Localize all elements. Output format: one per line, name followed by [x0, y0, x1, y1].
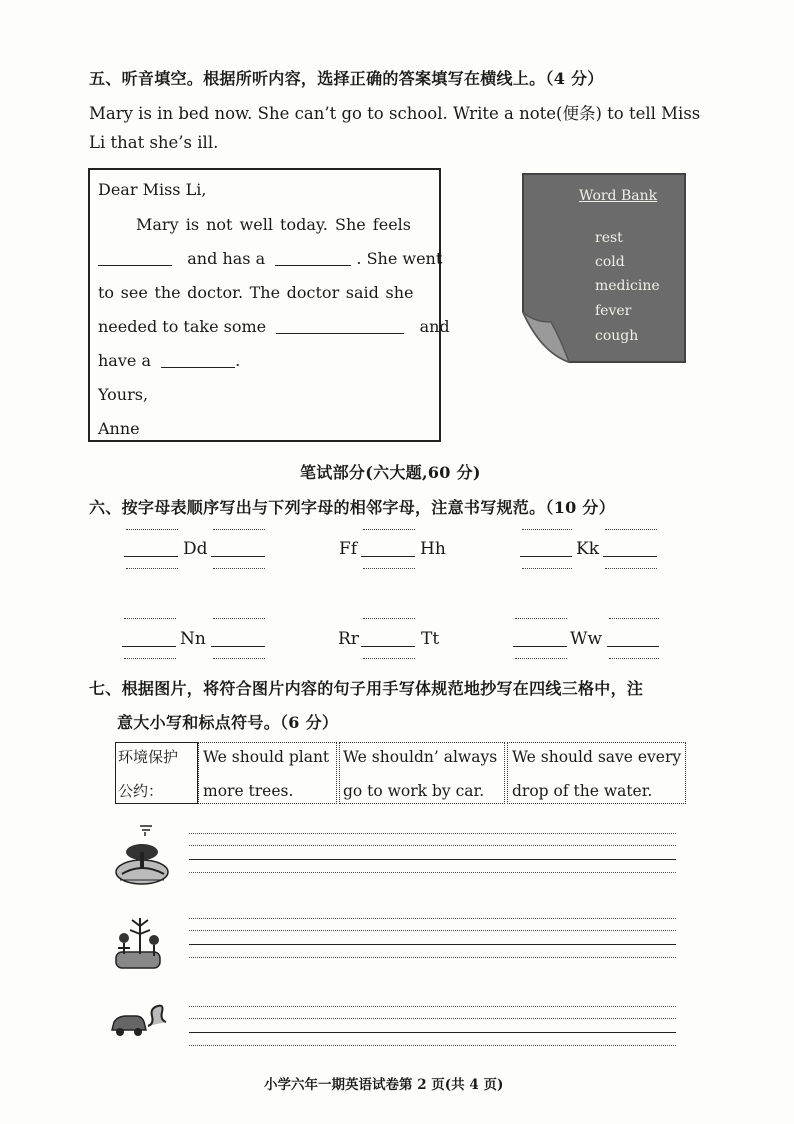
tree-planting-icon [112, 822, 172, 892]
letter-answer-line[interactable] [603, 556, 657, 557]
rule-1-line-2: more trees. [203, 782, 294, 800]
note-line-1: Mary is not well today. She feels [136, 215, 411, 234]
section-7-heading-line-2: 意大小写和标点符号。（6 分） [117, 713, 339, 732]
rule-3-line-1: We should save every [512, 748, 682, 766]
section-6-heading: 六、按字母表顺序写出与下列字母的相邻字母，注意书写规范。（10 分） [89, 498, 616, 517]
letter-hh: Hh [420, 539, 446, 559]
note-signature: Anne [98, 419, 140, 438]
section-5-intro-line-2: Li that she’s ill. [89, 133, 219, 152]
note-line-3: to see the doctor. The doctor said she [98, 283, 414, 302]
word-bank-word: cough [595, 328, 639, 344]
section-5-heading: 五、听音填空。根据所听内容，选择正确的答案填写在横线上。（4 分） [89, 69, 604, 88]
letter-rr: Rr [338, 629, 359, 649]
answer-blank-3[interactable] [276, 317, 404, 334]
answer-blank-2[interactable] [275, 249, 351, 266]
letter-answer-line[interactable] [361, 646, 415, 647]
word-bank [521, 172, 687, 368]
letter-ww: Ww [570, 629, 603, 649]
answer-blank-1[interactable] [98, 249, 172, 266]
writing-grid-2[interactable] [189, 918, 676, 958]
rule-2-line-1: We shouldn’ always [343, 748, 498, 766]
note-line-5 [98, 351, 240, 370]
note-line-4-text-a: needed to take some [98, 317, 267, 336]
word-bank-word: medicine [595, 278, 660, 294]
letter-dd: Dd [183, 539, 208, 559]
letter-answer-line[interactable] [124, 556, 178, 557]
letter-nn: Nn [180, 629, 206, 649]
word-bank-title: Word Bank [579, 188, 658, 204]
letter-answer-line[interactable] [211, 556, 265, 557]
note-line-4 [98, 317, 450, 336]
written-part-title: 笔试部分(六大题,60 分) [300, 463, 481, 482]
note-box [88, 168, 450, 442]
letter-answer-line[interactable] [520, 556, 572, 557]
answer-blank-4[interactable] [161, 351, 235, 368]
letter-ff: Ff [339, 539, 358, 559]
word-bank-word: cold [595, 254, 625, 270]
letter-answer-line[interactable] [122, 646, 176, 647]
rule-3-line-2: drop of the water. [512, 782, 653, 800]
section-7-heading-line-1: 七、根据图片，将符合图片内容的句子用手写体规范地抄写在四线三格中，注 [89, 679, 644, 698]
note-line-5-text-b: . [235, 351, 241, 370]
note-line-2 [98, 249, 442, 268]
rule-2-line-2: go to work by car. [343, 782, 485, 800]
rule-1-line-1: We should plant [203, 748, 330, 766]
note-closing: Yours, [98, 385, 149, 404]
writing-grid-1[interactable] [189, 833, 676, 873]
letter-answer-line[interactable] [513, 646, 567, 647]
letter-answer-line[interactable] [607, 646, 659, 647]
page-footer: 小学六年一期英语试卷第 2 页(共 4 页) [264, 1077, 504, 1093]
letter-answer-line[interactable] [211, 646, 265, 647]
letter-tt: Tt [421, 629, 440, 649]
letter-answer-line[interactable] [361, 556, 415, 557]
writing-grid-3[interactable] [189, 1006, 676, 1046]
note-line-2-text-b: . She went [356, 249, 443, 268]
word-bank-word: fever [595, 303, 632, 319]
rules-label-line-2: 公约： [118, 782, 164, 800]
note-line-5-text-a: have a [98, 351, 151, 370]
letter-kk: Kk [576, 539, 600, 559]
note-line-2-text-a: and has a [187, 249, 266, 268]
rules-label-line-1: 环境保护 [118, 748, 179, 766]
word-bank-word: rest [595, 230, 623, 246]
note-greeting: Dear Miss Li, [98, 180, 207, 199]
note-line-4-text-b: and [419, 317, 450, 336]
section-5-intro-line-1: Mary is in bed now. She can’t go to school. Write a note(便条) to tell Miss [89, 104, 701, 123]
planting-people-icon [110, 912, 166, 978]
car-exhaust-icon [108, 1000, 170, 1046]
